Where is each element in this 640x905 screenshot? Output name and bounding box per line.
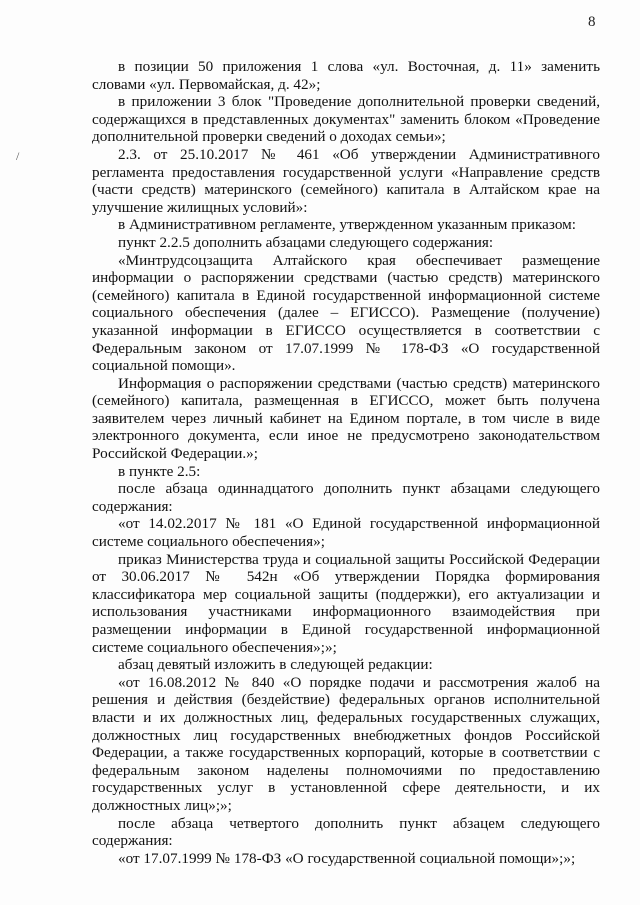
paragraph: «от 14.02.2017 № 181 «О Единой государственной информационной системе социального обеспечения»; — [92, 515, 600, 551]
paragraph: 2.3. от 25.10.2017 № 461 «Об утверждении Административного регламента предоставления государственной услуги «Направление средств (части средств) материнского (семейного) капитала в Алтайском крае на улучшение жилищных условий»: — [92, 145, 600, 216]
paragraph: приказ Министерства труда и социальной защиты Российской Федерации от 30.06.2017 № 542н «Об утверждении Порядка формирования классификатора мер социальной защиты (поддержки), его актуализации и использования участниками информационного взаимодействия при размещении информации в Единой государственной информационной системе социального обеспечения»;»; — [92, 550, 600, 656]
paragraph: Информация о распоряжении средствами (частью средств) материнского (семейного) капитала, размещенная в ЕГИССО, может быть получена заявителем через личный кабинет на Едином портале, в том числе в виде электронного документа, если иное не предусмотрено законодательством Российской Федерации.»; — [92, 374, 600, 463]
paragraph: в пункте 2.5: — [118, 462, 201, 480]
paragraph: после абзаца одиннадцатого дополнить пункт абзацами следующего содержания: — [92, 480, 600, 515]
paragraph: «от 17.07.1999 № 178-ФЗ «О государственной социальной помощи»;»; — [118, 849, 576, 867]
paragraph: «от 16.08.2012 № 840 «О порядке подачи и рассмотрения жалоб на решения и действия (бездействие) федеральных органов исполнительной власти и их должностных лиц, федеральных государственных служащих, должностных лиц государственных внебюджетных фондов Российской Федерации, а также государственных корпораций, которые в соответствии с федеральным законом наделены полномочиями по предоставлению государственных услуг в установленной сфере деятельности, и их должностных лиц»;»; — [92, 673, 600, 814]
paragraph: в приложении 3 блок "Проведение дополнительной проверки сведений, содержащихся в представленных документах" заменить блоком «Проведение дополнительной проверки сведений о доходах семьи»; — [92, 93, 600, 146]
page-number: 8 — [588, 14, 596, 30]
paragraph: в позиции 50 приложения 1 слова «ул. Восточная, д. 11» заменить словами «ул. Первомайская, д. 42»; — [92, 58, 600, 93]
paragraph: абзац девятый изложить в следующей редакции: — [118, 656, 433, 674]
paragraph: в Административном регламенте, утвержденном указанным приказом: — [118, 216, 576, 234]
paragraph: «Минтрудсоцзащита Алтайского края обеспечивает размещение информации о распоряжении средствами (частью средств) материнского (семейного) капитала в Единой государственной информационной системе социального обеспечения (далее – ЕГИССО). Размещение (получение) указанной информации в ЕГИССО осуществляется в соответствии с Федеральным законом от 17.07.1999 № 178-ФЗ «О государственной социальной помощи». — [92, 251, 600, 375]
paragraph: после абзаца четвертого дополнить пункт абзацем следующего содержания: — [92, 814, 600, 850]
margin-mark: / — [16, 149, 20, 163]
paragraph: пункт 2.2.5 дополнить абзацами следующего содержания: — [118, 233, 494, 251]
document-body — [92, 58, 600, 867]
